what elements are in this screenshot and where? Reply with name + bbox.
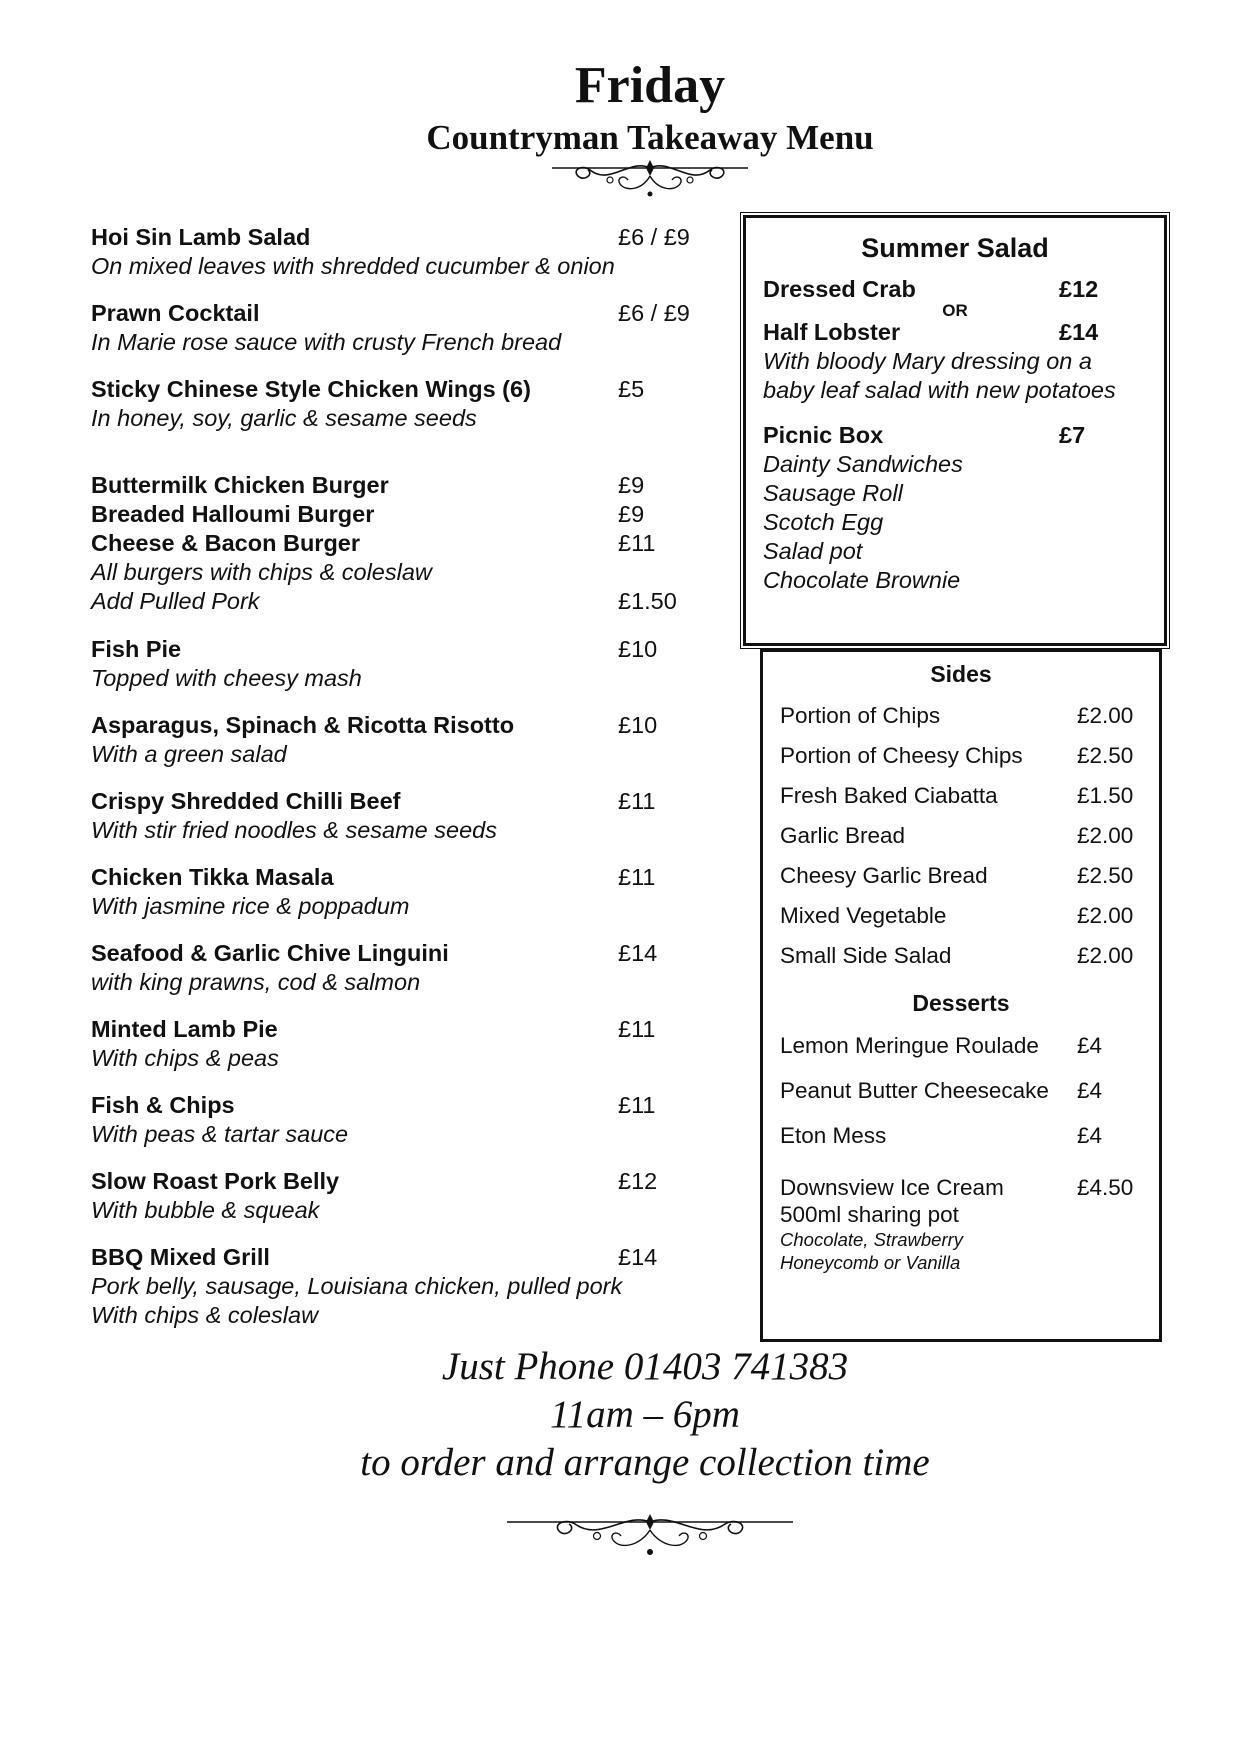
menu-item-description: With chips & coleslaw	[91, 1302, 319, 1328]
summer-salad-title: Summer Salad	[861, 233, 1049, 263]
menu-item	[91, 299, 711, 357]
sides-desserts-box	[760, 649, 1162, 1342]
summer-item-price: £12	[1059, 276, 1099, 302]
summer-item-row	[763, 275, 1147, 304]
footer-phone: Just Phone 01403 741383	[441, 1345, 849, 1388]
menu-item	[91, 1015, 711, 1073]
menu-item-description: With stir fried noodles & sesame seeds	[91, 817, 497, 843]
side-item	[763, 936, 1159, 976]
side-item-price: £2.00	[1077, 703, 1134, 728]
side-item-name: Mixed Vegetable	[780, 903, 947, 928]
summer-item-row	[763, 421, 1147, 450]
menu-item-description: With chips & peas	[91, 1045, 279, 1071]
side-item-name: Small Side Salad	[780, 943, 952, 968]
menu-item	[91, 1167, 711, 1225]
menu-item-description: With jasmine rice & poppadum	[91, 893, 410, 919]
summer-item-description: baby leaf salad with new potatoes	[763, 377, 1116, 403]
menu-item	[91, 787, 711, 845]
summer-item-price: £7	[1059, 422, 1086, 448]
side-item-name: Portion of Cheesy Chips	[780, 743, 1023, 768]
menu-item-price: £11	[618, 1016, 656, 1042]
menu-item-price: £14	[618, 1244, 658, 1270]
page-title: Friday	[574, 57, 726, 114]
burger-row	[91, 500, 711, 529]
dessert-item-price: £4	[1077, 1123, 1103, 1148]
dessert-item-price: £4	[1077, 1078, 1103, 1103]
menu-item	[91, 711, 711, 769]
picnic-box-item: Scotch Egg	[763, 509, 884, 535]
menu-item-description: With bubble & squeak	[91, 1197, 320, 1223]
side-item-price: £2.00	[1077, 943, 1134, 968]
main-menu-column	[91, 223, 711, 1330]
menu-item-price: £11	[618, 1092, 656, 1118]
menu-item	[91, 939, 711, 997]
dessert-item	[763, 1023, 1159, 1068]
summer-item-row	[763, 318, 1147, 347]
menu-item	[91, 635, 711, 693]
flourish-ornament-top	[550, 156, 750, 202]
dessert-item	[763, 1068, 1159, 1113]
burger-name: Buttermilk Chicken Burger	[91, 472, 389, 498]
side-item-name: Portion of Chips	[780, 703, 941, 728]
side-item	[763, 736, 1159, 776]
burger-row	[91, 471, 711, 500]
burger-addon-row	[91, 587, 711, 616]
menu-item	[91, 223, 711, 281]
summer-salad-box	[743, 215, 1167, 646]
menu-item-price: £6 / £9	[618, 224, 690, 250]
dessert-item-name: Eton Mess	[780, 1123, 887, 1148]
burger-name: Cheese & Bacon Burger	[91, 530, 361, 556]
side-item-price: £2.00	[1077, 823, 1134, 848]
menu-item-description: Pork belly, sausage, Louisiana chicken, pulled pork	[91, 1273, 623, 1299]
or-separator: OR	[942, 301, 968, 320]
burger-note: All burgers with chips & coleslaw	[91, 559, 432, 585]
desserts-title: Desserts	[912, 990, 1010, 1016]
picnic-box-item: Salad pot	[763, 538, 863, 564]
menu-item-name: BBQ Mixed Grill	[91, 1244, 270, 1270]
side-item-name: Fresh Baked Ciabatta	[780, 783, 998, 808]
ice-cream-item	[763, 1174, 1159, 1274]
menu-item-name: Seafood & Garlic Chive Linguini	[91, 940, 449, 966]
side-item-price: £1.50	[1077, 783, 1134, 808]
side-item-price: £2.00	[1077, 903, 1134, 928]
menu-item	[91, 863, 711, 921]
burger-name: Breaded Halloumi Burger	[91, 501, 375, 527]
menu-item-price: £6 / £9	[618, 300, 690, 326]
ice-cream-flavours: Honeycomb or Vanilla	[780, 1252, 961, 1273]
menu-item-price: £14	[618, 940, 658, 966]
menu-item-name: Asparagus, Spinach & Ricotta Risotto	[91, 712, 515, 738]
burger-addon-price: £1.50	[618, 588, 677, 614]
menu-item-name: Hoi Sin Lamb Salad	[91, 224, 311, 250]
picnic-box-item: Chocolate Brownie	[763, 567, 961, 593]
menu-item	[91, 375, 711, 433]
menu-item	[91, 1091, 711, 1149]
dessert-item-price: £4	[1077, 1033, 1103, 1058]
side-item-price: £2.50	[1077, 743, 1134, 768]
menu-item-price: £5	[618, 376, 645, 402]
menu-item	[91, 1243, 711, 1330]
menu-item-price: £10	[618, 636, 658, 662]
menu-item-name: Minted Lamb Pie	[91, 1016, 278, 1042]
dessert-item-name: Peanut Butter Cheesecake	[780, 1078, 1049, 1103]
dessert-item	[763, 1113, 1159, 1158]
menu-item-name: Chicken Tikka Masala	[91, 864, 334, 890]
burger-price: £9	[618, 472, 645, 498]
menu-item-name: Sticky Chinese Style Chicken Wings (6)	[91, 376, 531, 402]
side-item	[763, 896, 1159, 936]
menu-item-description: In honey, soy, garlic & sesame seeds	[91, 405, 477, 431]
footer-note: to order and arrange collection time	[360, 1441, 930, 1484]
summer-item-price: £14	[1059, 319, 1099, 345]
side-item	[763, 856, 1159, 896]
side-item-price: £2.50	[1077, 863, 1134, 888]
summer-item-description: With bloody Mary dressing on a	[763, 348, 1092, 374]
summer-item-name: Picnic Box	[763, 422, 884, 448]
side-item	[763, 816, 1159, 856]
burger-row	[91, 529, 711, 558]
ice-cream-size: 500ml sharing pot	[780, 1202, 959, 1227]
menu-item-name: Slow Roast Pork Belly	[91, 1168, 340, 1194]
page-subtitle: Countryman Takeaway Menu	[426, 118, 874, 157]
dessert-item-name: Lemon Meringue Roulade	[780, 1033, 1039, 1058]
flourish-ornament-bottom	[505, 1510, 795, 1562]
menu-item-description: On mixed leaves with shredded cucumber & onion	[91, 253, 615, 279]
burger-addon: Add Pulled Pork	[91, 588, 260, 614]
menu-item-description: With a green salad	[91, 741, 287, 767]
sides-title: Sides	[930, 661, 992, 687]
menu-item-price: £12	[618, 1168, 658, 1194]
side-item-name: Garlic Bread	[780, 823, 906, 848]
menu-item-name: Fish Pie	[91, 636, 182, 662]
menu-item-price: £11	[618, 864, 656, 890]
burger-price: £11	[618, 530, 656, 556]
ice-cream-price: £4.50	[1077, 1175, 1134, 1200]
menu-item-description: Topped with cheesy mash	[91, 665, 362, 691]
menu-item-price: £10	[618, 712, 658, 738]
ice-cream-name: Downsview Ice Cream	[780, 1175, 1004, 1200]
menu-item-name: Prawn Cocktail	[91, 300, 260, 326]
picnic-box-item: Sausage Roll	[763, 480, 903, 506]
summer-item-name: Dressed Crab	[763, 276, 916, 302]
menu-item-name: Crispy Shredded Chilli Beef	[91, 788, 401, 814]
menu-item-name: Fish & Chips	[91, 1092, 235, 1118]
side-item	[763, 776, 1159, 816]
ice-cream-flavours: Chocolate, Strawberry	[780, 1229, 964, 1250]
menu-item-description: with king prawns, cod & salmon	[91, 969, 421, 995]
footer-hours: 11am – 6pm	[550, 1393, 740, 1436]
menu-item-description: In Marie rose sauce with crusty French bread	[91, 329, 562, 355]
menu-item-price: £11	[618, 788, 656, 814]
picnic-box-item: Dainty Sandwiches	[763, 451, 963, 477]
side-item-name: Cheesy Garlic Bread	[780, 863, 988, 888]
side-item	[763, 696, 1159, 736]
menu-item-description: With peas & tartar sauce	[91, 1121, 349, 1147]
burger-section	[91, 471, 711, 616]
summer-item-name: Half Lobster	[763, 319, 901, 345]
burger-price: £9	[618, 501, 645, 527]
